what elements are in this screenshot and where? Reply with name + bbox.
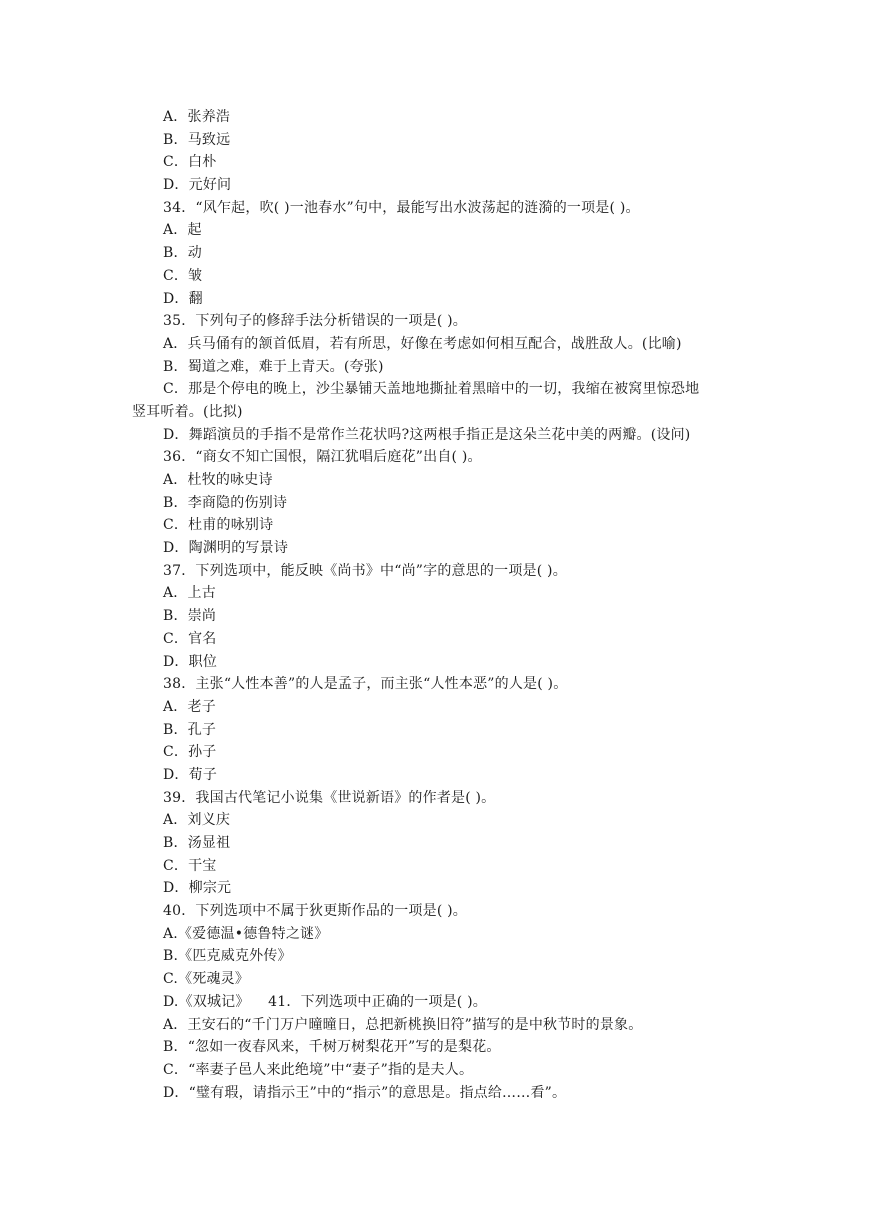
option-b: B．孔子 <box>163 721 217 738</box>
option-a: A．兵马俑有的颔首低眉，若有所思，好像在考虑如何相互配合，战胜敌人。(比喻) <box>163 335 682 352</box>
option-d: D．舞蹈演员的手指不是常作兰花状吗?这两根手指正是这朵兰花中美的两瓣。(设问) <box>163 426 691 443</box>
option-b: B．“忽如一夜春风来，千树万树梨花开”写的是梨花。 <box>163 1039 501 1056</box>
option-a: A．张养浩 <box>163 109 231 125</box>
option-b: B．动 <box>163 245 202 262</box>
option-c: C．“率妻子邑人来此绝境”中“妻子”指的是夫人。 <box>163 1061 474 1078</box>
option-a: A．老子 <box>163 698 216 715</box>
option-c: C．官名 <box>163 630 217 647</box>
option-d: D．荀子 <box>163 766 218 783</box>
option-d: D．“璧有瑕，请指示王”中的“指示”的意思是。指点给……看”。 <box>163 1084 567 1101</box>
option-d: D．翻 <box>163 290 203 307</box>
option-b: B．崇尚 <box>163 608 217 625</box>
option-b: B．李商隐的伤别诗 <box>163 494 288 511</box>
option-c: C.《死魂灵》 <box>163 971 250 988</box>
option-b: B.《匹克威克外传》 <box>163 948 292 965</box>
option-b: B．蜀道之难，难于上青天。(夸张) <box>163 358 384 375</box>
option-c: C．杜甫的咏别诗 <box>163 517 274 534</box>
option-a: A．杜牧的咏史诗 <box>163 472 273 488</box>
option-a: A．王安石的“千门万户曈曈日，总把新桃换旧符”描写的是中秋节时的景象。 <box>163 1016 643 1033</box>
option-d: D．柳宗元 <box>163 880 232 897</box>
question-37: 37．下列选项中，能反映《尚书》中“尚”字的意思的一项是( )。 <box>163 562 567 579</box>
question-38: 38．主张“人性本善”的人是孟子，而主张“人性本恶”的人是( )。 <box>163 676 568 693</box>
question-list <box>132 106 763 1104</box>
option-b: B．汤显祖 <box>163 835 231 851</box>
option-c: C．孙子 <box>163 744 217 761</box>
option-c: C．白朴 <box>163 154 217 171</box>
option-b: B．马致远 <box>163 131 231 148</box>
question-35: 35．下列句子的修辞手法分析错误的一项是( )。 <box>163 313 467 330</box>
question-39: 39．我国古代笔记小说集《世说新语》的作者是( )。 <box>163 789 496 806</box>
question-34: 34．“风乍起，吹( )一池春水”句中，最能写出水波荡起的涟漪的一项是( )。 <box>163 199 640 216</box>
option-d: D．元好问 <box>163 177 232 194</box>
question-36: 36．“商女不知亡国恨，隔江犹唱后庭花”出自( )。 <box>163 449 482 466</box>
option-d: D．职位 <box>163 653 218 670</box>
question-40: 40．下列选项中不属于狄更斯作品的一项是( )。 <box>163 903 467 920</box>
option-c-continued: 竖耳听着。(比拟) <box>132 403 243 420</box>
option-a: A.《爱德温•德鲁特之谜》 <box>163 925 329 942</box>
option-d: D．陶渊明的写景诗 <box>163 540 289 557</box>
option-a: A．刘义庆 <box>163 812 231 829</box>
option-c: C．那是个停电的晚上，沙尘暴铺天盖地地撕扯着黑暗中的一切，我缩在被窝里惊恐地 <box>163 381 700 398</box>
option-d-and-question-41: D.《双城记》 41．下列选项中正确的一项是( )。 <box>163 993 487 1010</box>
option-a: A．上古 <box>163 585 216 602</box>
option-c: C．干宝 <box>163 857 217 874</box>
option-c: C．皱 <box>163 267 203 284</box>
option-a: A．起 <box>163 222 202 239</box>
